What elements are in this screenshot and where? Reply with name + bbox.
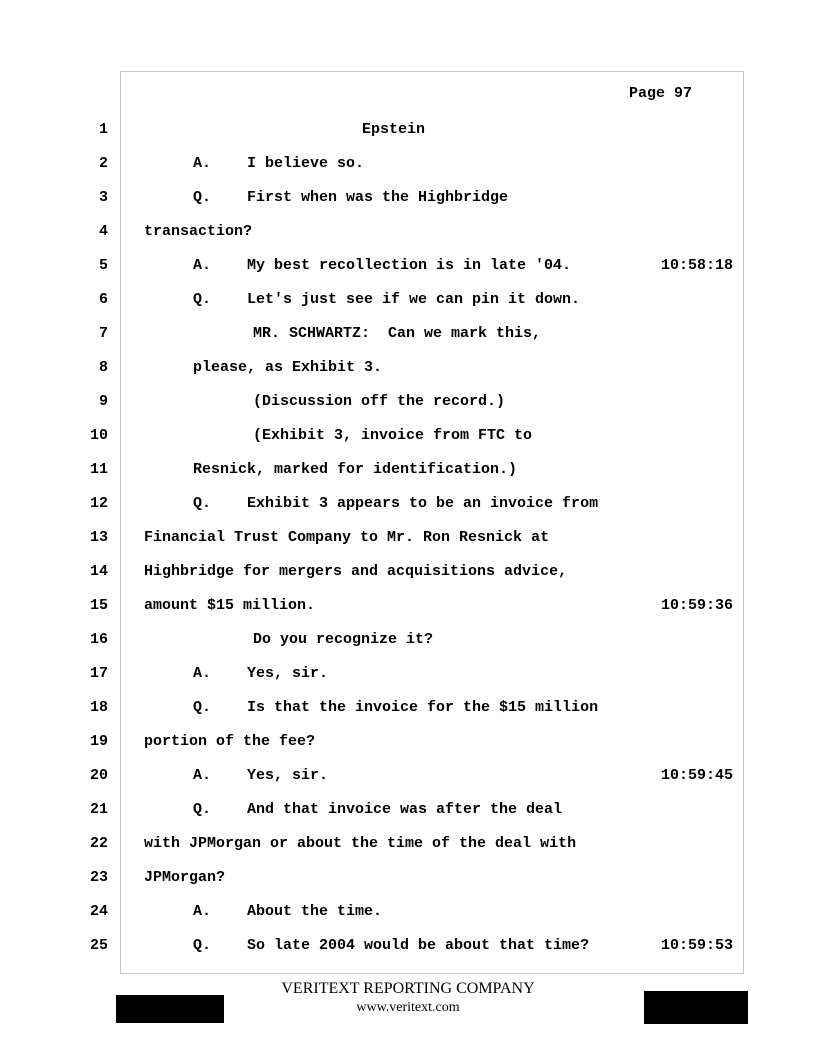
transcript-line bbox=[0, 868, 816, 888]
transcript-line bbox=[0, 426, 816, 446]
line-number: 25 bbox=[89, 937, 108, 954]
transcript-line bbox=[0, 596, 816, 616]
redaction-block-right bbox=[644, 991, 748, 1024]
transcript-line bbox=[0, 936, 816, 956]
line-number: 3 bbox=[98, 189, 108, 206]
line-number: 22 bbox=[89, 835, 108, 852]
transcript-line bbox=[0, 698, 816, 718]
line-text: Q. Exhibit 3 appears to be an invoice from bbox=[193, 495, 599, 512]
transcript-line bbox=[0, 222, 816, 242]
line-timestamp: 10:59:45 bbox=[661, 767, 734, 784]
line-text: Q. Let's just see if we can pin it down. bbox=[193, 291, 581, 308]
transcript-line bbox=[0, 528, 816, 548]
line-number: 15 bbox=[89, 597, 108, 614]
line-number: 17 bbox=[89, 665, 108, 682]
line-timestamp: 10:59:53 bbox=[661, 937, 734, 954]
line-number: 4 bbox=[98, 223, 108, 240]
line-number: 6 bbox=[98, 291, 108, 308]
line-number: 9 bbox=[98, 393, 108, 410]
line-number: 23 bbox=[89, 869, 108, 886]
transcript-line bbox=[0, 120, 816, 140]
line-number: 24 bbox=[89, 903, 108, 920]
transcript-line bbox=[0, 290, 816, 310]
transcript-line bbox=[0, 188, 816, 208]
page-number: Page 97 bbox=[629, 85, 693, 102]
transcript-line bbox=[0, 154, 816, 174]
line-number: 18 bbox=[89, 699, 108, 716]
transcript-line bbox=[0, 324, 816, 344]
transcript-line bbox=[0, 766, 816, 786]
line-text: Highbridge for mergers and acquisitions advice, bbox=[144, 563, 568, 580]
line-number: 16 bbox=[89, 631, 108, 648]
line-text: A. Yes, sir. bbox=[193, 767, 329, 784]
line-number: 21 bbox=[89, 801, 108, 818]
line-text: (Exhibit 3, invoice from FTC to bbox=[253, 427, 533, 444]
line-text: A. My best recollection is in late '04. bbox=[193, 257, 572, 274]
line-text: Q. First when was the Highbridge bbox=[193, 189, 509, 206]
line-number: 19 bbox=[89, 733, 108, 750]
line-text: A. I believe so. bbox=[193, 155, 365, 172]
transcript-line bbox=[0, 800, 816, 820]
line-number: 13 bbox=[89, 529, 108, 546]
line-text: MR. SCHWARTZ: Can we mark this, bbox=[253, 325, 542, 342]
line-text: (Discussion off the record.) bbox=[253, 393, 506, 410]
line-text: Q. Is that the invoice for the $15 million bbox=[193, 699, 599, 716]
transcript-line bbox=[0, 256, 816, 276]
transcript-line bbox=[0, 664, 816, 684]
transcript-line bbox=[0, 732, 816, 752]
line-text: JPMorgan? bbox=[144, 869, 226, 886]
transcript-line bbox=[0, 392, 816, 412]
line-text: portion of the fee? bbox=[144, 733, 316, 750]
transcript-line bbox=[0, 562, 816, 582]
transcript-line bbox=[0, 902, 816, 922]
line-number: 20 bbox=[89, 767, 108, 784]
line-number: 7 bbox=[98, 325, 108, 342]
line-timestamp: 10:59:36 bbox=[661, 597, 734, 614]
transcript-line bbox=[0, 834, 816, 854]
line-number: 12 bbox=[89, 495, 108, 512]
transcript-line bbox=[0, 460, 816, 480]
line-text: please, as Exhibit 3. bbox=[193, 359, 383, 376]
line-number: 1 bbox=[98, 121, 108, 138]
line-number: 5 bbox=[98, 257, 108, 274]
line-number: 10 bbox=[89, 427, 108, 444]
line-text: transaction? bbox=[144, 223, 253, 240]
transcript-line bbox=[0, 630, 816, 650]
line-text: Resnick, marked for identification.) bbox=[193, 461, 518, 478]
line-text: A. Yes, sir. bbox=[193, 665, 329, 682]
line-number: 8 bbox=[98, 359, 108, 376]
transcript-line bbox=[0, 494, 816, 514]
line-number: 2 bbox=[98, 155, 108, 172]
line-text: with JPMorgan or about the time of the deal with bbox=[144, 835, 577, 852]
line-text: amount $15 million. bbox=[144, 597, 316, 614]
line-text: Epstein bbox=[362, 121, 426, 138]
line-number: 11 bbox=[89, 461, 108, 478]
redaction-block-left bbox=[116, 995, 224, 1023]
line-text: Do you recognize it? bbox=[253, 631, 434, 648]
line-text: A. About the time. bbox=[193, 903, 383, 920]
line-text: Q. And that invoice was after the deal bbox=[193, 801, 563, 818]
footer-url: www.veritext.com bbox=[356, 1000, 460, 1015]
line-text: Q. So late 2004 would be about that time? bbox=[193, 937, 590, 954]
transcript-line bbox=[0, 358, 816, 378]
line-timestamp: 10:58:18 bbox=[661, 257, 734, 274]
line-number: 14 bbox=[89, 563, 108, 580]
footer-company-name: VERITEXT REPORTING COMPANY bbox=[281, 980, 535, 997]
line-text: Financial Trust Company to Mr. Ron Resnick at bbox=[144, 529, 550, 546]
